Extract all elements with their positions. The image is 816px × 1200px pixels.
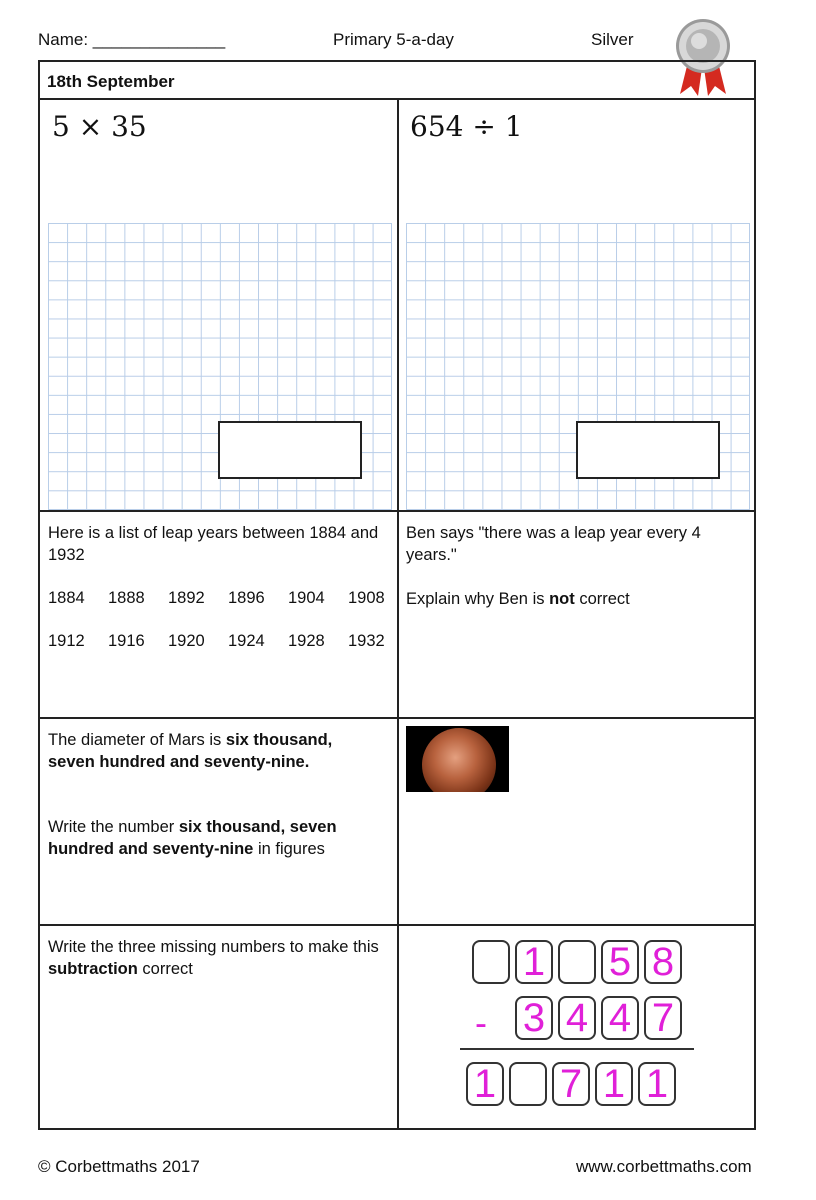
leap-year: 1888 [108,589,145,607]
q4-quote: Ben says "there was a leap year every 4 years." [406,524,701,564]
digit-box: 8 [644,940,682,984]
digit-box: 1 [595,1062,633,1106]
q4-prompt: Explain why Ben is not correct [406,590,630,608]
name-field-label: Name: ______________ [38,30,226,49]
digit-box-missing[interactable] [472,940,510,984]
copyright: © Corbettmaths 2017 [38,1157,200,1176]
q5-instruction: Write the number six thousand, seven hundred and seventy-nine in figures [48,818,337,858]
worksheet-frame [38,60,756,1130]
leap-year: 1912 [48,632,85,650]
website-link[interactable]: www.corbettmaths.com [576,1157,752,1176]
leap-year: 1896 [228,589,265,607]
row-divider [40,717,754,719]
q6-instruction: Write the three missing numbers to make this subtraction correct [48,938,379,978]
digit-box: 1 [515,940,553,984]
minus-sign: - [475,1002,487,1043]
digit-box-missing[interactable] [509,1062,547,1106]
leap-year: 1916 [108,632,145,650]
digit-box: 3 [515,996,553,1040]
date-heading: 18th September [40,62,754,100]
digit-box: 7 [644,996,682,1040]
q1-expression: 5 × 35 [52,110,147,143]
digit-box: 5 [601,940,639,984]
leap-year: 1924 [228,632,265,650]
q2-expression: 654 ÷ 1 [410,110,523,143]
leap-year: 1884 [48,589,85,607]
row-divider [40,924,754,926]
leap-year: 1920 [168,632,205,650]
q2-answer-box[interactable] [576,421,720,479]
digit-box: 1 [638,1062,676,1106]
leap-year: 1932 [348,632,385,650]
row-divider [40,510,754,512]
digit-box: 4 [601,996,639,1040]
digit-box: 4 [558,996,596,1040]
worksheet-title: Primary 5-a-day [333,30,454,49]
digit-box: 1 [466,1062,504,1106]
digit-box: 7 [552,1062,590,1106]
q1-answer-box[interactable] [218,421,362,479]
leap-year: 1892 [168,589,205,607]
column-divider [397,100,399,1130]
answer-line [460,1048,694,1050]
q3-intro: Here is a list of leap years between 1884 and 1932 [48,524,379,564]
q5-statement: The diameter of Mars is six thousand, seven hundred and seventy-nine. [48,731,333,771]
mars-image [406,726,509,792]
digit-box-missing[interactable] [558,940,596,984]
leap-year: 1908 [348,589,385,607]
leap-year: 1904 [288,589,325,607]
level-label: Silver [591,30,634,49]
leap-year: 1928 [288,632,325,650]
